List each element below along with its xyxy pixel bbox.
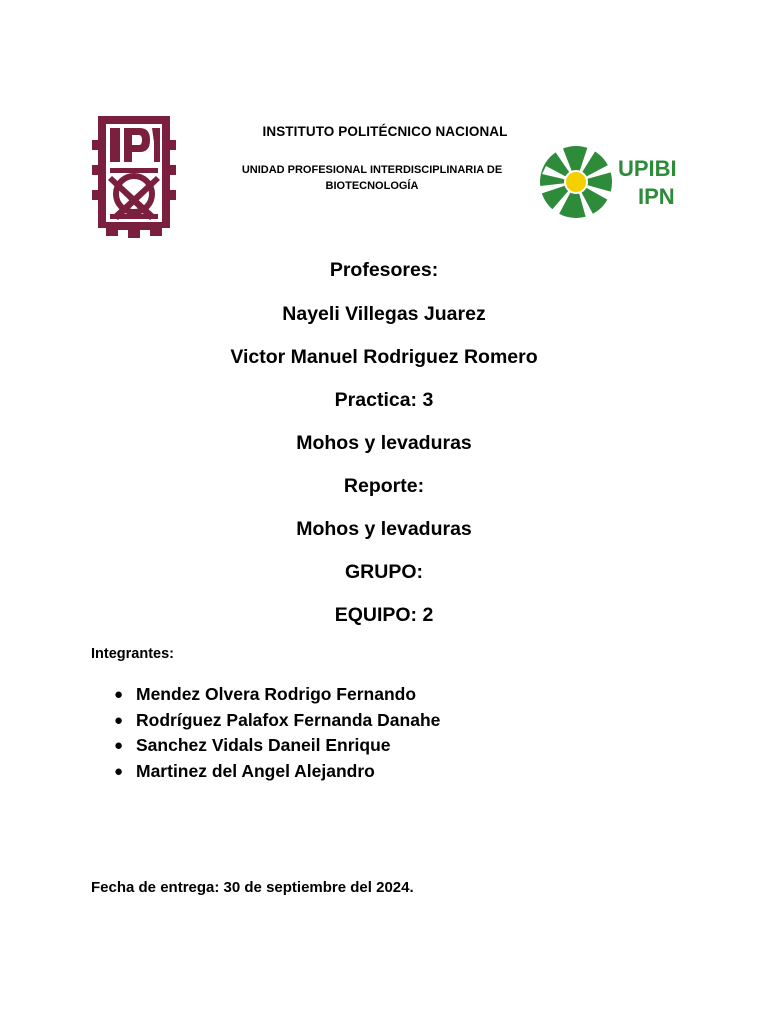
bullet-icon: ● bbox=[114, 737, 124, 755]
upibi-logo-icon bbox=[538, 142, 678, 222]
grupo-label: GRUPO: bbox=[345, 561, 423, 583]
equipo-label: EQUIPO: 2 bbox=[334, 604, 434, 626]
list-item bbox=[112, 759, 440, 785]
reporte-title: Mohos y levaduras bbox=[296, 518, 472, 540]
integrantes-label: Integrantes: bbox=[91, 646, 174, 662]
member-name: Martinez del Angel Alejandro bbox=[136, 761, 375, 782]
list-item bbox=[112, 682, 440, 708]
bullet-icon: ● bbox=[114, 686, 124, 703]
institution-title: INSTITUTO POLITÉCNICO NACIONAL bbox=[262, 124, 508, 139]
practica-title: Mohos y levaduras bbox=[296, 432, 472, 454]
list-item bbox=[112, 708, 440, 734]
ipn-logo-icon bbox=[90, 110, 178, 240]
bullet-icon: ● bbox=[114, 763, 124, 781]
profesor-name: Victor Manuel Rodriguez Romero bbox=[230, 346, 538, 368]
profesores-label: Profesores: bbox=[329, 259, 439, 281]
upibi-logo-text-1: UPIBI bbox=[618, 156, 677, 181]
reporte-label: Reporte: bbox=[343, 475, 425, 497]
bullet-icon: ● bbox=[114, 711, 124, 729]
member-name: Mendez Olvera Rodrigo Fernando bbox=[136, 684, 417, 704]
profesor-name: Nayeli Villegas Juarez bbox=[282, 303, 486, 325]
member-name: Sanchez Vidals Daneil Enrique bbox=[136, 735, 391, 756]
member-name: Rodríguez Palafox Fernanda Danahe bbox=[136, 709, 441, 730]
practica-number: Practica: 3 bbox=[334, 389, 434, 411]
list-item bbox=[112, 733, 440, 759]
unit-name-line1: UNIDAD PROFESIONAL INTERDISCIPLINARIA DE bbox=[241, 164, 503, 176]
members-list bbox=[112, 682, 440, 785]
unit-name-line2: BIOTECNOLOGÍA bbox=[325, 180, 419, 192]
upibi-logo-text-2: IPN bbox=[638, 184, 675, 209]
fecha-entrega: Fecha de entrega: 30 de septiembre del 2024. bbox=[91, 879, 414, 896]
unit-name bbox=[222, 162, 522, 194]
